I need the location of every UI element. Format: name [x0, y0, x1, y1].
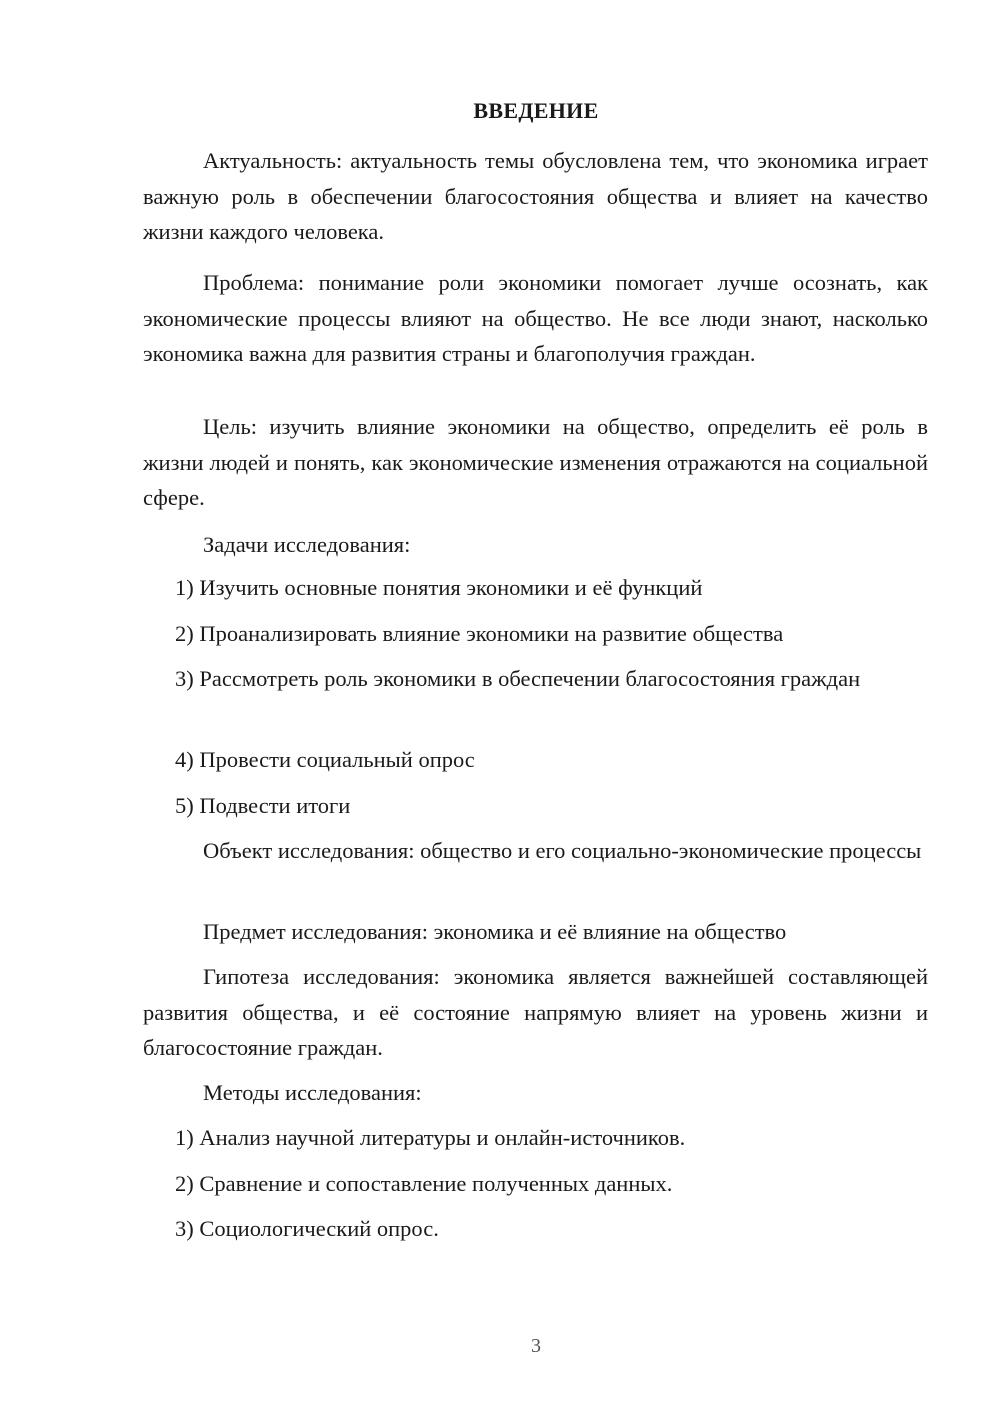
paragraph-problem: Проблема: понимание роли экономики помогает лучше осознать, как экономические процессы влияют на общество. Не все люди знают, насколько экономика важна для развития страны и благополучия граждан.	[143, 270, 928, 366]
method-item-3: 3) Социологический опрос.	[175, 1216, 439, 1241]
task-item-2: 2) Проанализировать влияние экономики на развитие общества	[175, 621, 784, 646]
task-item-1: 1) Изучить основные понятия экономики и её функций	[175, 575, 703, 600]
method-item-1: 1) Анализ научной литературы и онлайн-источников.	[175, 1125, 686, 1150]
task-item-5: 5) Подвести итоги	[175, 793, 351, 818]
task-item-4: 4) Провести социальный опрос	[175, 747, 475, 772]
tasks-heading: Задачи исследования:	[203, 532, 411, 557]
paragraph-relevance: Актуальность: актуальность темы обусловлена тем, что экономика играет важную роль в обеспечении благосостояния общества и влияет на качество жизни каждого человека.	[143, 148, 928, 244]
method-item-2: 2) Сравнение и сопоставление полученных данных.	[175, 1171, 673, 1196]
page-number: 3	[531, 1335, 541, 1357]
paragraph-subject: Предмет исследования: экономика и её влияние на общество	[203, 919, 787, 944]
paragraph-goal: Цель: изучить влияние экономики на общество, определить её роль в жизни людей и понять, как экономические изменения отражаются на социальной сфере.	[143, 414, 928, 510]
methods-heading: Методы исследования:	[203, 1080, 422, 1105]
task-item-3: 3) Рассмотреть роль экономики в обеспечении благосостояния граждан	[175, 666, 861, 691]
paragraph-object: Объект исследования: общество и его социально-экономические процессы	[203, 838, 922, 863]
paragraph-hypothesis: Гипотеза исследования: экономика является важнейшей составляющей развития общества, и её состояние напрямую влияет на уровень жизни и благосостояние граждан.	[143, 964, 928, 1060]
page-title: ВВЕДЕНИЕ	[473, 98, 599, 123]
